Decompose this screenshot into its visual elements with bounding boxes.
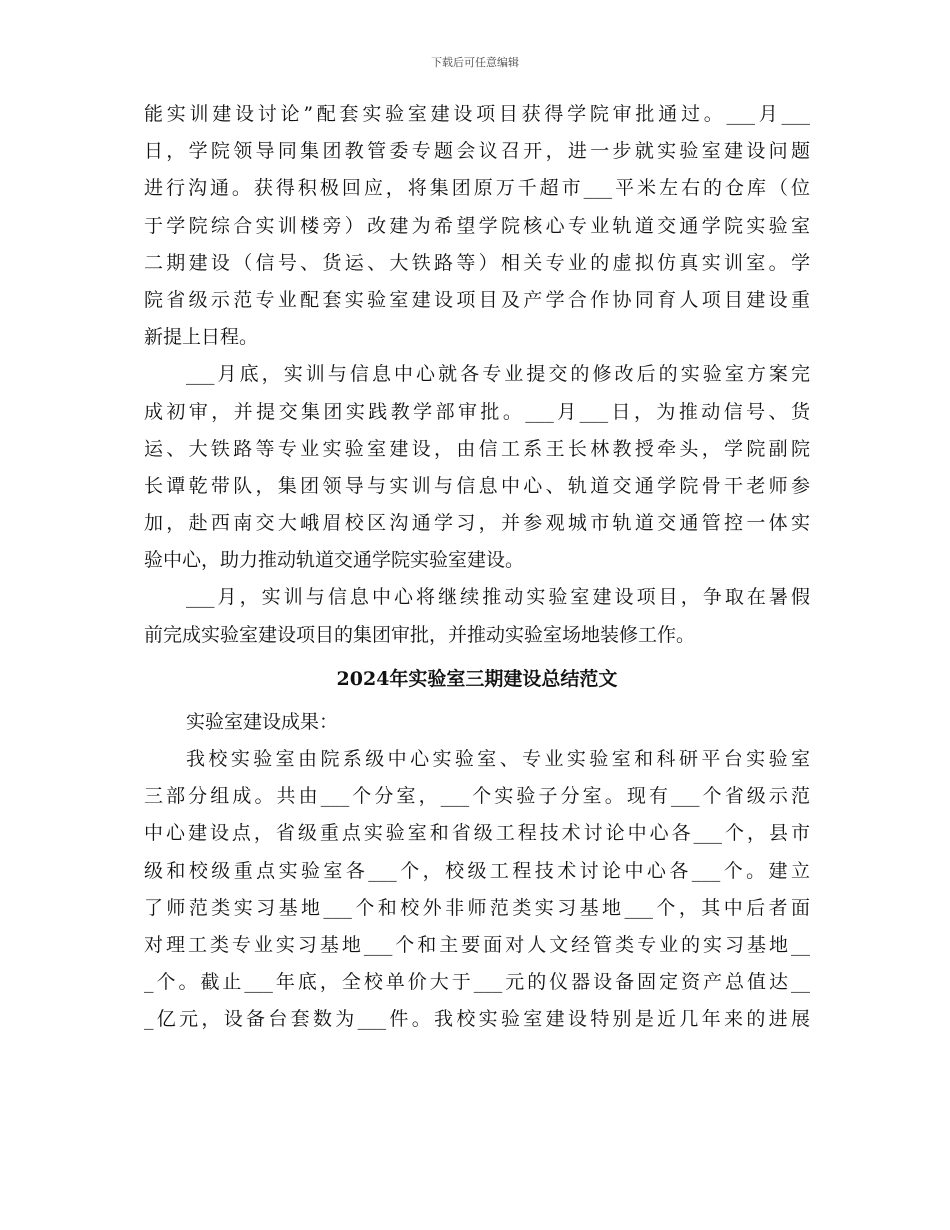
text-line: 二期建设（信号、货运、大铁路等）相关专业的虚拟仿真实训室。学 xyxy=(144,251,810,274)
text-line: 了师范类实习基地___个和校外非师范类实习基地___个，其中后者面 xyxy=(144,896,810,919)
text-line: 验中心，助力推动轨道交通学院实验室建设。 xyxy=(144,549,525,572)
text-line: 前完成实验室建设项目的集团审批，并推动实验室场地装修工作。 xyxy=(144,623,696,646)
text-line: 于学院综合实训楼旁）改建为希望学院核心专业轨道交通学院实验室 xyxy=(144,214,810,237)
text-line: ___月底，实训与信息中心就各专业提交的修改后的实验室方案完 xyxy=(186,363,810,386)
document-body xyxy=(144,96,810,1039)
text-line: 能实训建设讨论”配套实验室建设项目获得学院审批通过。___月___ xyxy=(144,103,810,125)
text-line: 日，学院领导同集团教管委专题会议召开，进一步就实验室建设问题 xyxy=(144,140,810,163)
page-header: 下载后可任意编辑 xyxy=(431,56,519,69)
text-line: 运、大铁路等专业实验室建设，由信工系王长林教授牵头，学院副院 xyxy=(144,437,810,460)
section-summary xyxy=(144,704,810,1039)
text-line: 对理工类专业实习基地___个和主要面对人文经管类专业的实习基地__ xyxy=(144,933,810,956)
text-line: _个。截止___年底，全校单价大于___元的仪器设备固定资产总值达__ xyxy=(144,971,810,994)
text-line: 进行沟通。获得积极回应，将集团原万千超市___平米左右的仓库（位 xyxy=(144,177,810,200)
text-line: ___月，实训与信息中心将继续推动实验室建设项目，争取在暑假 xyxy=(186,586,810,609)
section-title: 2024年实验室三期建设总结范文 xyxy=(336,667,618,690)
text-line: 三部分组成。共由___个分室，___个实验子分室。现有___个省级示范 xyxy=(144,785,810,808)
text-line: 成初审，并提交集团实践教学部审批。___月___日，为推动信号、货 xyxy=(144,400,810,423)
text-line: 我校实验室由院系级中心实验室、专业实验室和科研平台实验室 xyxy=(186,748,810,770)
text-line: _亿元，设备台套数为___件。我校实验室建设特别是近几年来的进展 xyxy=(144,1008,810,1031)
text-line: 新提上日程。 xyxy=(144,326,259,349)
section-previous-report xyxy=(144,96,810,654)
text-line: 级和校级重点实验室各___个，校级工程技术讨论中心各___个。建立 xyxy=(144,859,810,882)
text-line: 加，赴西南交大峨眉校区沟通学习，并参观城市轨道交通管控一体实 xyxy=(144,512,810,535)
text-line: 长谭乾带队，集团领导与实训与信息中心、轨道交通学院骨干老师参 xyxy=(144,474,810,497)
text-line: 实验室建设成果： xyxy=(186,710,339,733)
text-line: 院省级示范专业配套实验室建设项目及产学合作协同育人项目建设重 xyxy=(144,288,810,311)
text-line: 中心建设点，省级重点实验室和省级工程技术讨论中心各___个，县市 xyxy=(144,822,810,845)
